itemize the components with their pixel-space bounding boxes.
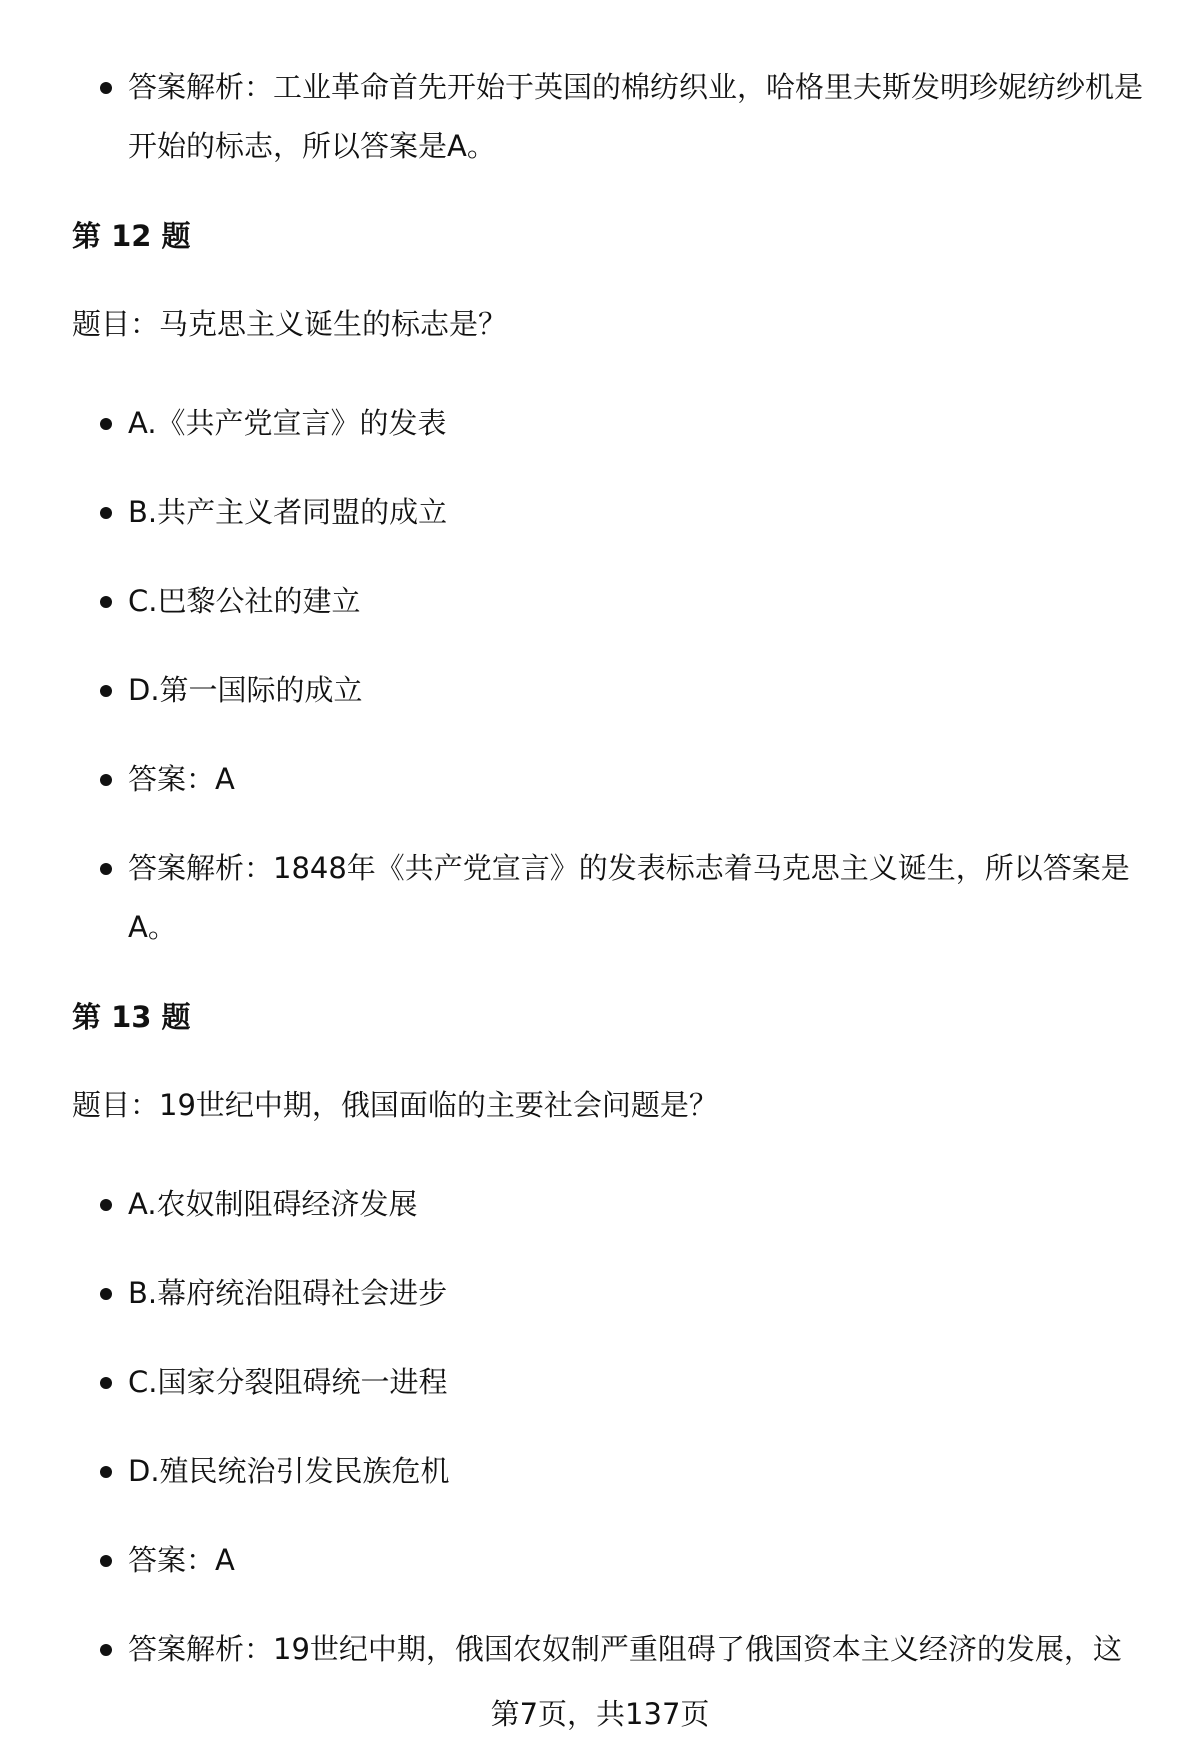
question-13-answer: 答案：A <box>72 1531 1152 1590</box>
question-12-explanation: 答案解析：1848年《共产党宣言》的发表标志着马克思主义诞生，所以答案是A。 <box>72 839 1152 957</box>
question-13-explanation: 答案解析：19世纪中期，俄国农奴制严重阻碍了俄国资本主义经济的发展，这 <box>72 1620 1152 1679</box>
question-12-text: 题目：马克思主义诞生的标志是？ <box>72 307 508 341</box>
question-12-answer: 答案：A <box>72 750 1152 809</box>
question-12-option-b: B.共产主义者同盟的成立 <box>72 483 1152 542</box>
question-13-option-c: C.国家分裂阻碍统一进程 <box>72 1353 1152 1412</box>
question-13-option-d: D.殖民统治引发民族危机 <box>72 1442 1152 1501</box>
question-12-heading: 第 12 题 <box>72 219 191 253</box>
question-12-option-d: D.第一国际的成立 <box>72 661 1152 720</box>
question-13-text: 题目：19世纪中期，俄国面临的主要社会问题是？ <box>72 1088 718 1122</box>
question-13-option-a: A.农奴制阻碍经济发展 <box>72 1175 1152 1234</box>
question-12-option-a: A.《共产党宣言》的发表 <box>72 394 1152 453</box>
question-12-option-c: C.巴黎公社的建立 <box>72 572 1152 631</box>
question-13-option-b: B.幕府统治阻碍社会进步 <box>72 1264 1152 1323</box>
question-13-heading: 第 13 题 <box>72 1000 191 1034</box>
previous-explanation: 答案解析：工业革命首先开始于英国的棉纺织业，哈格里夫斯发明珍妮纺纱机是开始的标志，所以答案是A。 <box>72 58 1152 176</box>
document-content <box>72 58 1152 1709</box>
page-footer: 第7页，共137页 <box>490 1697 710 1731</box>
